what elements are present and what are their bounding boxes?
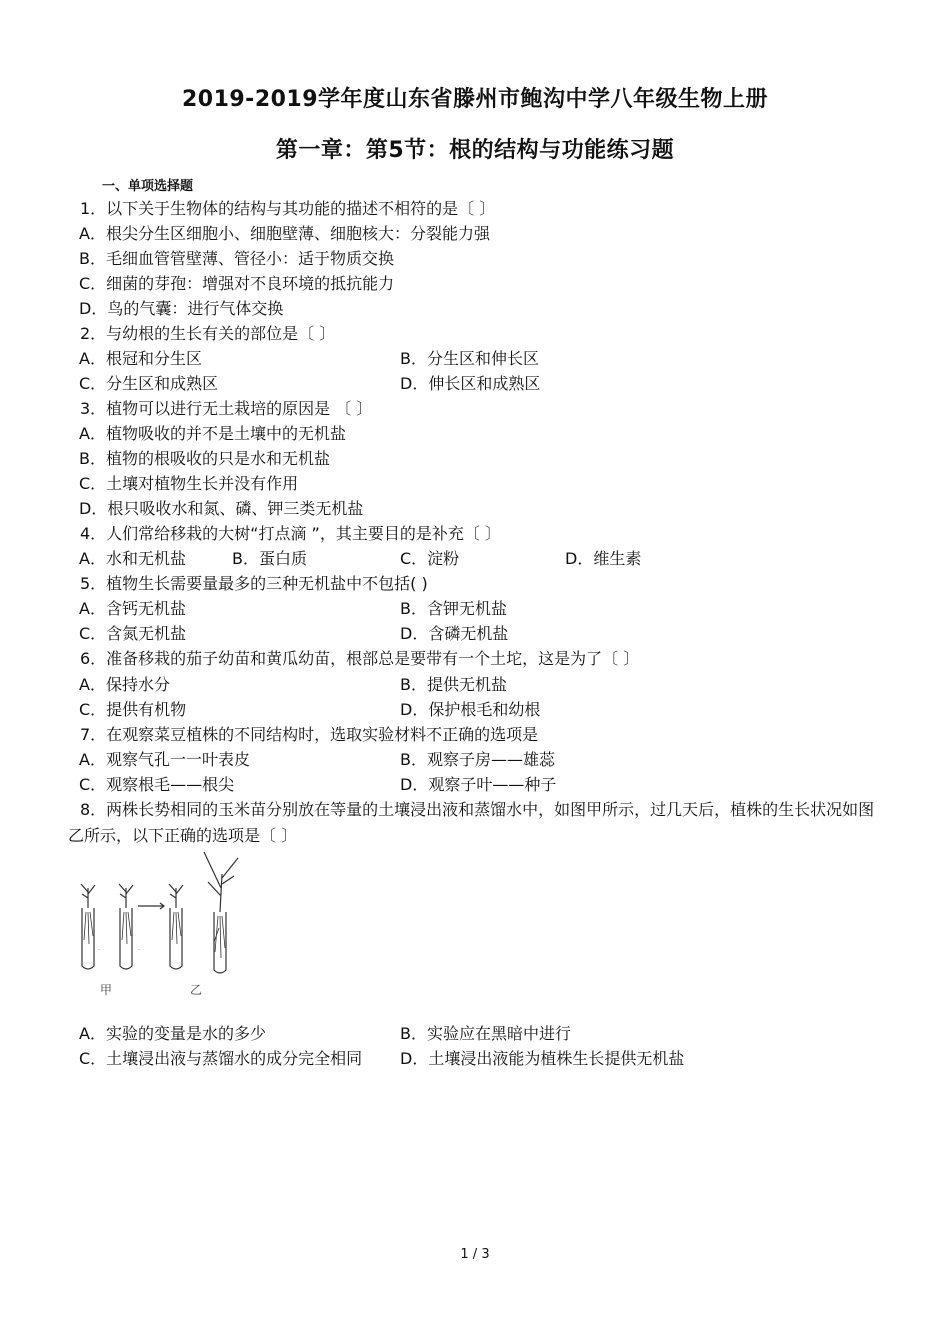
- question-5-option-d: D．含磷无机盐: [400, 624, 509, 643]
- corn-seedling-3: [169, 884, 183, 908]
- question-2-option-a: A．根冠和分生区: [79, 349, 202, 368]
- question-4-option-a: A．水和无机盐: [79, 549, 186, 568]
- question-1-stem: 1．以下关于生物体的结构与其功能的描述不相符的是〔 〕: [80, 199, 496, 218]
- question-4-option-c: C．淀粉: [400, 549, 460, 568]
- question-3-stem: 3．植物可以进行无土栽培的原因是 〔 〕: [80, 399, 373, 418]
- question-5-option-c: C．含氮无机盐: [79, 624, 187, 643]
- question-8-stem: 8．两株长势相同的玉米苗分别放在等量的土壤浸出液和蒸馏水中，如图甲所示，过几天后，植株的生长状况如图乙所示，以下正确的选项是〔 〕: [68, 800, 875, 845]
- question-1-option-b: B．毛细血管管壁薄、管径小：适于物质交换: [79, 249, 394, 268]
- question-7-option-a: A．观察气孔一一叶表皮: [79, 750, 250, 769]
- question-3-option-c: C．土壤对植物生长并没有作用: [79, 474, 299, 493]
- seedling-3-roots: [172, 912, 181, 944]
- question-1-option-a: A．根尖分生区细胞小、细胞壁薄、细胞核大：分裂能力强: [79, 224, 490, 243]
- document-title: 2019-2019学年度山东省滕州市鲍沟中学八年级生物上册: [181, 87, 769, 112]
- question-2-stem: 2．与幼根的生长有关的部位是〔 〕: [80, 324, 336, 343]
- question-5-stem: 5．植物生长需要量最多的三种无机盐中不包括( ): [80, 574, 428, 593]
- figure-label-jia: 甲: [100, 983, 113, 997]
- figure-small-label-2: ·: [138, 947, 140, 954]
- question-7-stem: 7．在观察菜豆植株的不同结构时，选取实验材料不正确的选项是: [80, 725, 539, 744]
- question-6-option-a: A．保持水分: [79, 675, 170, 694]
- question-6-option-c: C．提供有机物: [79, 700, 187, 719]
- question-7-option-b: B．观察子房——雄蕊: [400, 750, 555, 769]
- document-subtitle: 第一章：第5节：根的结构与功能练习题: [275, 138, 675, 163]
- seedling-2-roots: [122, 912, 131, 944]
- figure-label-yi: 乙: [190, 983, 203, 997]
- question-4-option-d: D．维生素: [565, 549, 642, 568]
- experiment-figure: [78, 848, 248, 1000]
- question-3-option-a: A．植物吸收的并不是土壤中的无机盐: [79, 424, 346, 443]
- question-5-option-a: A．含钙无机盐: [79, 599, 186, 618]
- question-2-option-b: B．分生区和伸长区: [400, 349, 539, 368]
- corn-seedling-2: [119, 884, 133, 908]
- question-1-option-c: C．细菌的芽孢：增强对不良环境的抵抗能力: [79, 274, 395, 293]
- question-8-option-b: B．实验应在黑暗中进行: [400, 1024, 571, 1043]
- question-7-option-d: D．观察子叶——种子: [400, 775, 557, 794]
- question-6-option-d: D．保护根毛和幼根: [400, 700, 541, 719]
- question-6-option-b: B．提供无机盐: [400, 675, 507, 694]
- corn-seedling-1: [81, 884, 95, 908]
- question-3-option-d: D．根只吸收水和氮、磷、钾三类无机盐: [79, 499, 364, 518]
- question-8-option-d: D．土壤浸出液能为植株生长提供无机盐: [400, 1049, 685, 1068]
- figure-small-label-1: ·: [98, 947, 100, 954]
- arrow-icon: [138, 903, 164, 909]
- corn-seedling-4-grown: [204, 852, 238, 912]
- question-2-option-c: C．分生区和成熟区: [79, 374, 219, 393]
- seedling-1-roots: [84, 912, 93, 944]
- seedling-4-roots: [214, 916, 225, 958]
- question-3-option-b: B．植物的根吸收的只是水和无机盐: [79, 449, 330, 468]
- question-5-option-b: B．含钾无机盐: [400, 599, 507, 618]
- question-1-option-d: D．鸟的气囊：进行气体交换: [79, 299, 284, 318]
- question-6-stem: 6．准备移栽的茄子幼苗和黄瓜幼苗，根部总是要带有一个土坨，这是为了〔 〕: [80, 649, 640, 668]
- question-7-option-c: C．观察根毛——根尖: [79, 775, 235, 794]
- question-8-option-a: A．实验的变量是水的多少: [79, 1024, 266, 1043]
- question-8-option-c: C．土壤浸出液与蒸馏水的成分完全相同: [79, 1049, 363, 1068]
- question-2-option-d: D．伸长区和成熟区: [400, 374, 541, 393]
- question-4-stem: 4．人们常给移栽的大树“打点滴 ”，其主要目的是补充〔 〕: [80, 524, 501, 543]
- question-4-option-b: B．蛋白质: [232, 549, 307, 568]
- page-number: 1 / 3: [460, 1247, 490, 1262]
- section-heading: 一、单项选择题: [102, 179, 194, 194]
